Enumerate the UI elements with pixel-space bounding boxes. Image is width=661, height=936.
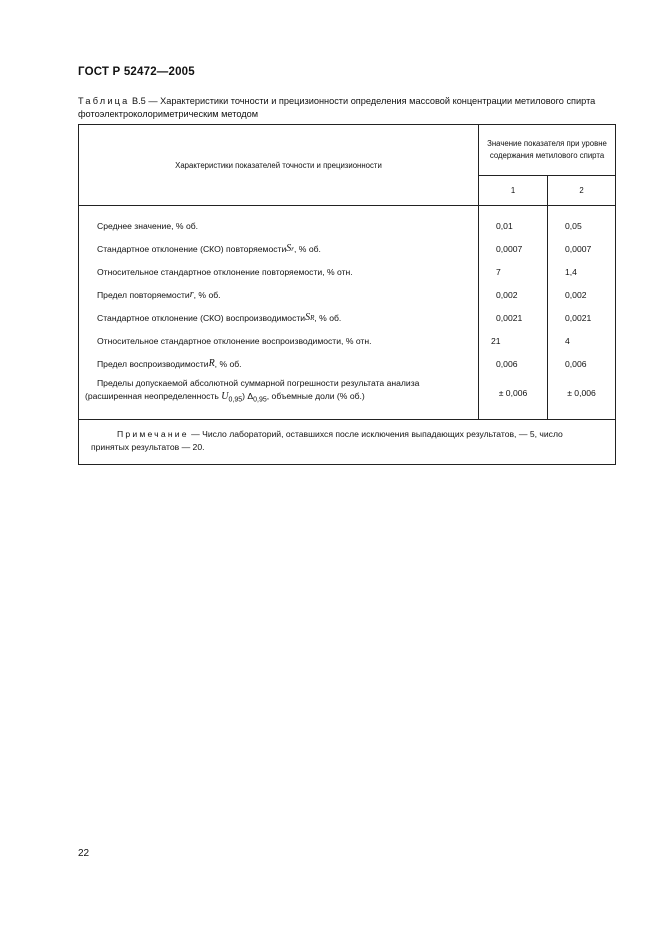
precision-table	[78, 124, 616, 465]
note-label: Примечание	[117, 429, 189, 439]
table-caption	[78, 95, 616, 121]
caption-label: Таблица	[78, 96, 130, 106]
value-cell: 0,002	[565, 289, 587, 300]
row-label: Предел повторяемости r , % об.	[97, 289, 221, 300]
value-cell: 0,002	[496, 289, 518, 300]
caption-text: — Характеристики точности и прецизионности определения массовой концентрации метилового спирта фотоэлектроколориметрическим методом	[78, 96, 596, 119]
level-1-column	[479, 206, 548, 420]
value-cell: 1,4	[565, 266, 577, 277]
row-label: Предел воспроизводимости R , % об.	[97, 358, 242, 369]
row-label: Стандартное отклонение (СКО) повторяемости S r , % об.	[97, 243, 321, 254]
row-label: Относительное стандартное отклонение повторяемости, % отн.	[97, 266, 353, 277]
level-1-header: 1	[479, 176, 548, 206]
value-cell: ± 0,006	[498, 387, 528, 398]
value-header: Значение показателя при уровне содержания метилового спирта	[479, 125, 616, 176]
value-cell: 7	[496, 266, 501, 277]
value-cell: 0,006	[496, 358, 518, 369]
value-cell: 4	[565, 335, 570, 346]
note-text: — Число лабораторий, оставшихся после исключения выпадающих результатов, — 5, число принятых результатов — 20.	[91, 429, 563, 452]
level-2-column	[548, 206, 616, 420]
value-cell: 0,0021	[565, 312, 592, 323]
value-cell: 0,05	[565, 220, 582, 231]
level-2-header: 2	[548, 176, 616, 206]
document-header: ГОСТ Р 52472—2005	[78, 66, 195, 78]
value-cell: 0,006	[565, 358, 587, 369]
row-label: Стандартное отклонение (СКО) воспроизводимости S R , % об.	[97, 312, 342, 323]
value-cell: 0,0007	[496, 243, 523, 254]
value-cell: ± 0,006	[567, 387, 596, 398]
page-number: 22	[78, 848, 90, 859]
value-cell: 0,0007	[565, 243, 592, 254]
row-label: Относительное стандартное отклонение воспроизводимости, % отн.	[97, 335, 372, 346]
characteristics-header: Характеристики показателей точности и прецизионности	[79, 125, 479, 206]
value-cell: 0,01	[496, 220, 513, 231]
table-note	[79, 420, 616, 465]
row-label-multiline: Пределы допускаемой абсолютной суммарной погрешности результата анализа (расширенная неопределенность $U_{0,95}$) $\Delta_{0,95}$, объемные доли (% об.)	[85, 378, 420, 404]
value-cell: 21	[491, 335, 501, 346]
row-label: Среднее значение, % об.	[97, 220, 199, 231]
value-cell: 0,0021	[496, 312, 523, 323]
caption-number: В.5	[132, 96, 146, 106]
labels-column	[79, 206, 479, 420]
